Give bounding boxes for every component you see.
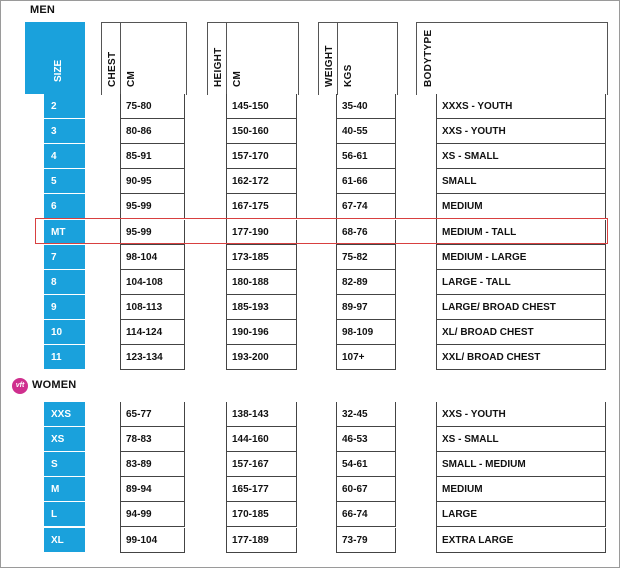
women-bodytype-cell: EXTRA LARGE [436,528,606,553]
men-size-cell: 10 [44,320,85,345]
men-weight-cell: 98-109 [336,320,396,345]
men-chest-cell: 114-124 [120,320,185,345]
men-size-cell: 5 [44,169,85,194]
men-weight-cell: 82-89 [336,270,396,295]
men-weight-cell: 61-66 [336,169,396,194]
women-bodytype-cell: XXS - YOUTH [436,402,606,427]
men-bodytype-cell: XXS - YOUTH [436,119,606,144]
men-height-cell: 193-200 [226,345,297,370]
men-bodytype-cell: XS - SMALL [436,144,606,169]
women-height-cell: 170-185 [226,502,297,527]
men-chest-cell: 75-80 [120,94,185,119]
women-size-cell: XL [44,528,85,553]
height-column-header [207,22,299,95]
women-chest-cell: 94-99 [120,502,185,527]
men-bodytype-cell: XXL/ BROAD CHEST [436,345,606,370]
bodytype-column-header [416,22,608,95]
height-header-label: HEIGHT [213,47,224,87]
women-height-cell: 138-143 [226,402,297,427]
men-height-cell: 185-193 [226,295,297,320]
weight-unit-label: KGS [343,64,354,87]
men-weight-cell: 107+ [336,345,396,370]
women-size-cell: M [44,477,85,502]
women-size-cell: S [44,452,85,477]
chest-column-header [101,22,187,95]
men-weight-cell: 89-97 [336,295,396,320]
men-height-cell: 145-150 [226,94,297,119]
women-chest-cell: 83-89 [120,452,185,477]
size-column-header [25,22,85,94]
men-size-cell: 11 [44,345,85,370]
men-height-cell: 173-185 [226,245,297,270]
women-column-rule [336,402,337,553]
women-weight-cell: 66-74 [336,502,396,527]
men-bodytype-cell: LARGE - TALL [436,270,606,295]
women-height-cell: 177-189 [226,528,297,553]
men-weight-cell: 40-55 [336,119,396,144]
men-chest-cell: 90-95 [120,169,185,194]
men-size-cell: 7 [44,245,85,270]
height-unit-label: CM [232,70,243,87]
men-bodytype-cell: SMALL [436,169,606,194]
men-chest-cell: 95-99 [120,194,185,219]
men-bodytype-cell: MEDIUM [436,194,606,219]
women-weight-cell: 46-53 [336,427,396,452]
men-bodytype-cell: MEDIUM - LARGE [436,245,606,270]
women-weight-cell: 54-61 [336,452,396,477]
women-height-cell: 144-160 [226,427,297,452]
men-chest-cell: 80-86 [120,119,185,144]
women-section-title: WOMEN [32,379,77,391]
women-chest-cell: 78-83 [120,427,185,452]
men-weight-cell: 68-76 [336,220,396,245]
men-height-cell: 167-175 [226,194,297,219]
men-bodytype-cell: XXXS - YOUTH [436,94,606,119]
chest-header-label: CHEST [107,51,118,87]
women-bodytype-cell: SMALL - MEDIUM [436,452,606,477]
men-chest-cell: 98-104 [120,245,185,270]
women-height-cell: 165-177 [226,477,297,502]
men-height-cell: 190-196 [226,320,297,345]
men-chest-cell: 123-134 [120,345,185,370]
women-weight-cell: 73-79 [336,528,396,553]
men-chest-cell: 104-108 [120,270,185,295]
men-bodytype-cell: LARGE/ BROAD CHEST [436,295,606,320]
weight-header-label: WEIGHT [324,45,335,87]
bodytype-header-label: BODYTYPE [423,29,434,87]
men-height-cell: 177-190 [226,220,297,245]
women-column-rule [120,402,121,553]
men-weight-cell: 67-74 [336,194,396,219]
women-size-cell: XS [44,427,85,452]
women-bodytype-cell: MEDIUM [436,477,606,502]
men-height-cell: 162-172 [226,169,297,194]
men-chest-cell: 85-91 [120,144,185,169]
women-height-cell: 157-167 [226,452,297,477]
men-weight-cell: 35-40 [336,94,396,119]
women-chest-cell: 99-104 [120,528,185,553]
men-size-cell: 3 [44,119,85,144]
men-section-title: MEN [30,4,56,16]
women-weight-cell: 32-45 [336,402,396,427]
men-height-cell: 150-160 [226,119,297,144]
men-weight-cell: 56-61 [336,144,396,169]
men-weight-cell: 75-82 [336,245,396,270]
men-size-cell: 2 [44,94,85,119]
men-size-cell: MT [44,220,85,245]
women-bodytype-cell: XS - SMALL [436,427,606,452]
men-bodytype-cell: MEDIUM - TALL [436,220,606,245]
men-size-cell: 6 [44,194,85,219]
women-bodytype-cell: LARGE [436,502,606,527]
men-size-cell: 4 [44,144,85,169]
women-column-rule [436,402,437,553]
women-size-cell: L [44,502,85,527]
men-chest-cell: 108-113 [120,295,185,320]
women-size-cell: XXS [44,402,85,427]
weight-column-header [318,22,398,95]
highlighted-row-outline [35,218,608,244]
men-height-cell: 157-170 [226,144,297,169]
chest-unit-label: CM [126,70,137,87]
women-chest-cell: 89-94 [120,477,185,502]
men-size-cell: 8 [44,270,85,295]
men-chest-cell: 95-99 [120,220,185,245]
men-height-cell: 180-188 [226,270,297,295]
men-bodytype-cell: XL/ BROAD CHEST [436,320,606,345]
size-header-label: SIZE [53,59,64,82]
men-size-cell: 9 [44,295,85,320]
women-chest-cell: 65-77 [120,402,185,427]
women-weight-cell: 60-67 [336,477,396,502]
women-column-rule [226,402,227,553]
vft-logo: vft [12,378,28,394]
